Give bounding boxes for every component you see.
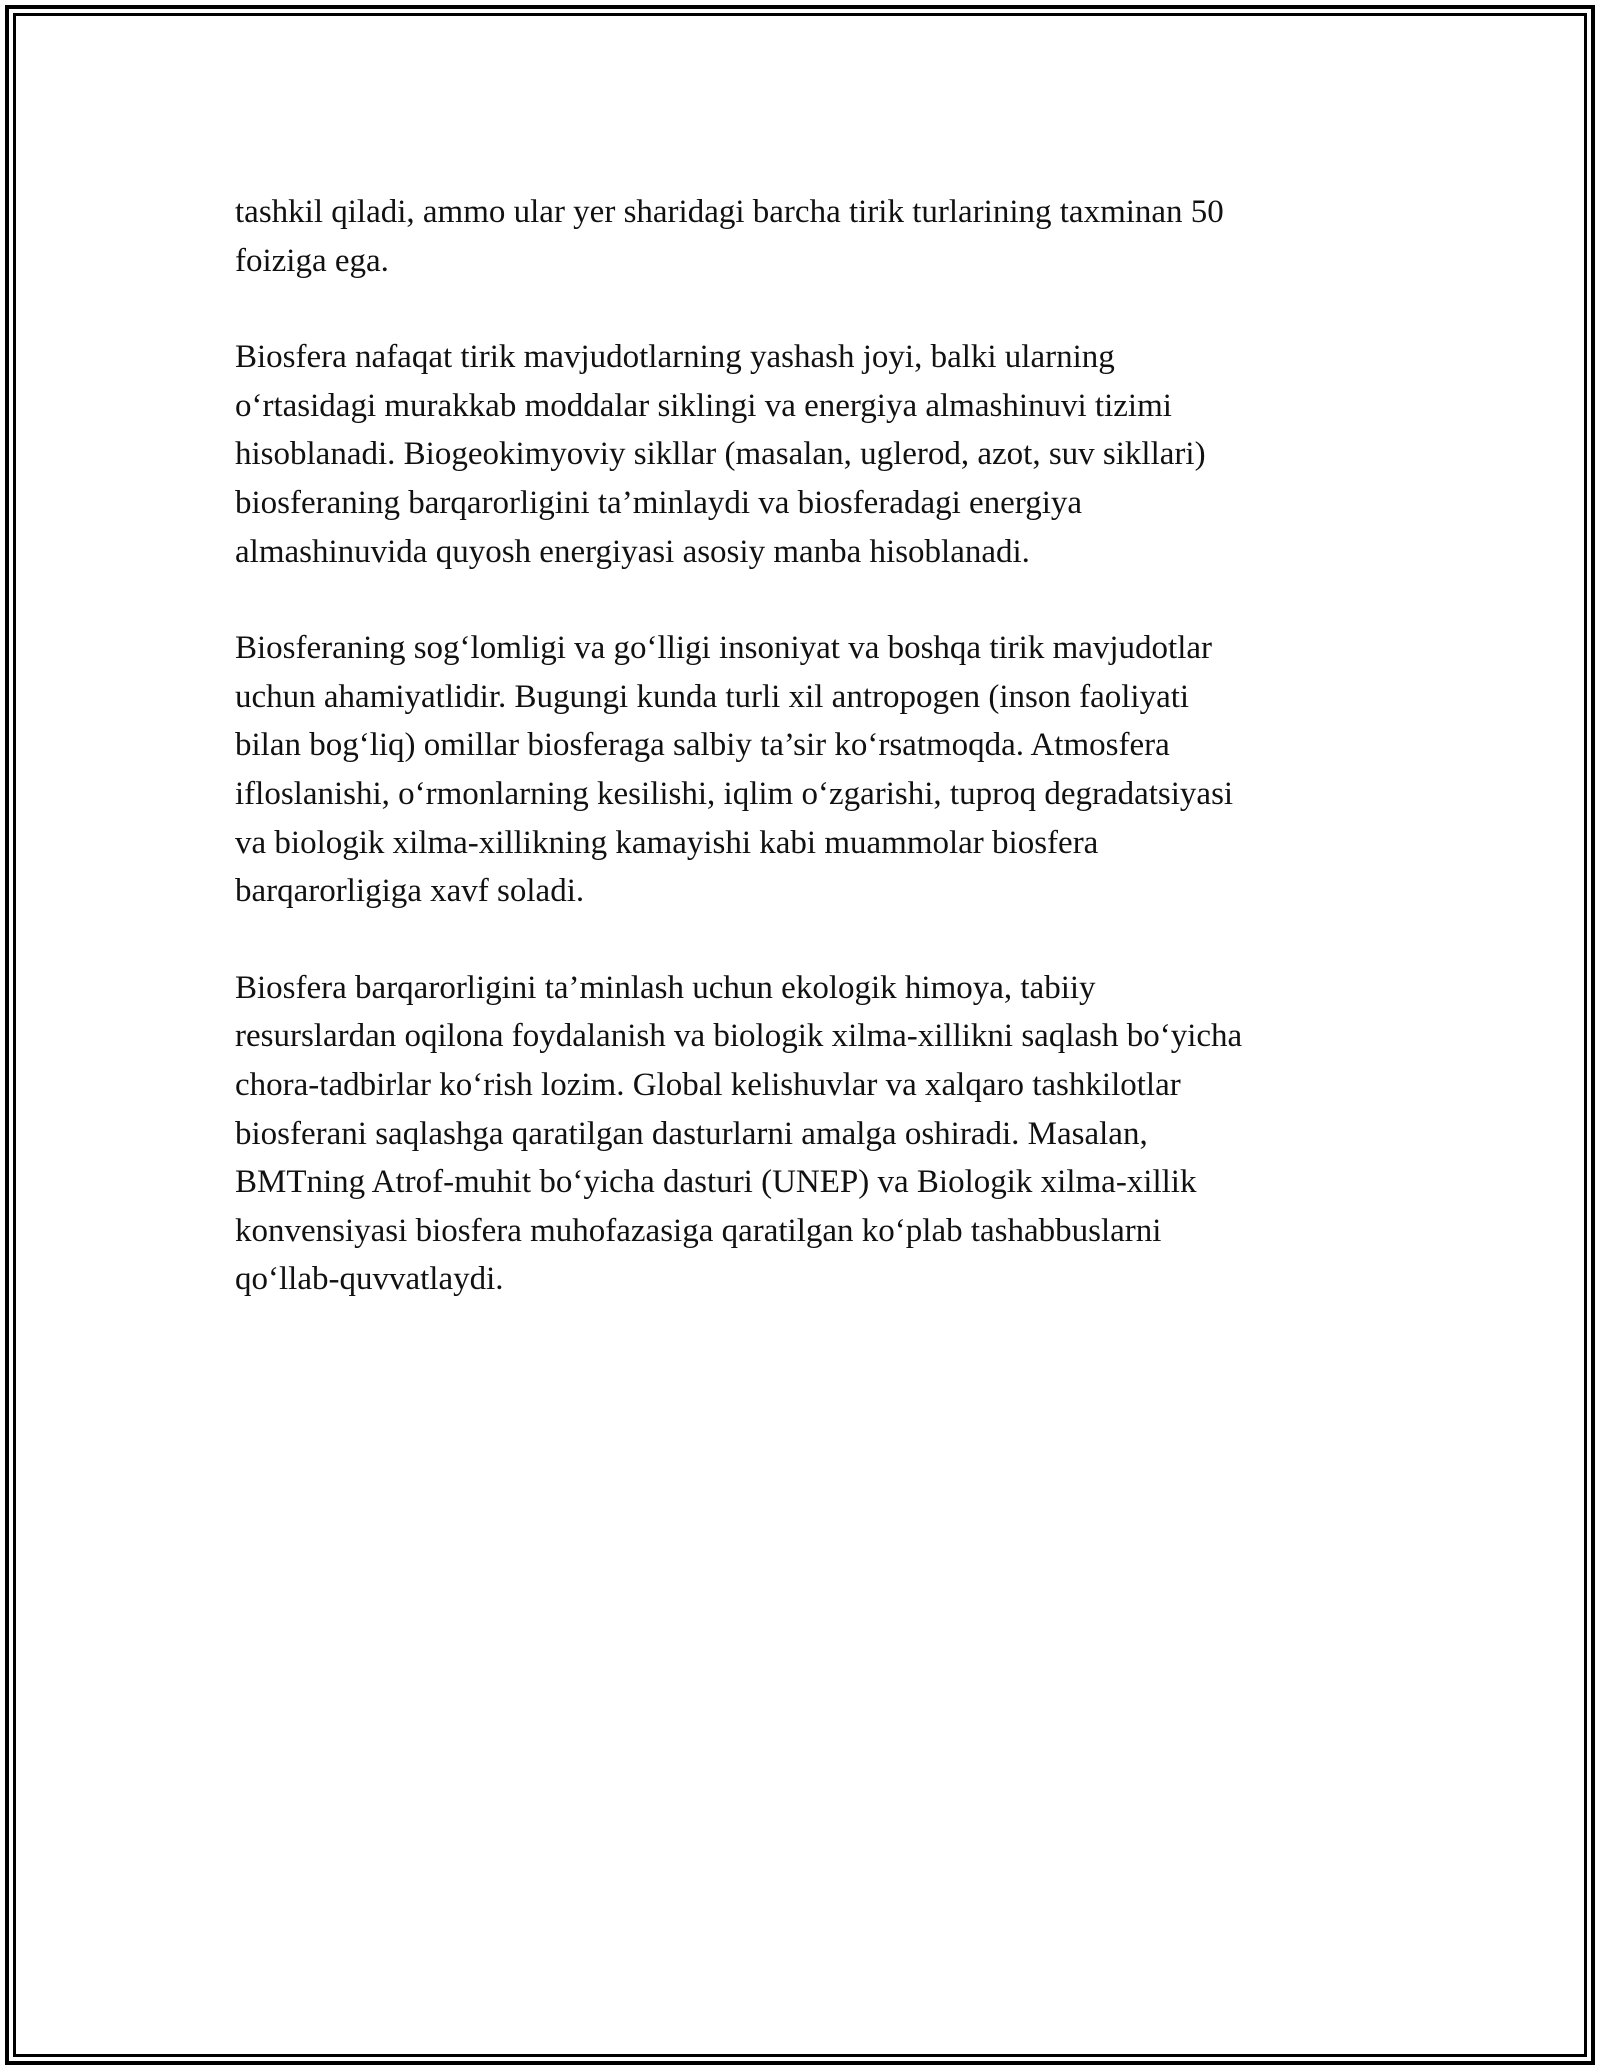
paragraph-2: Biosfera nafaqat tirik mavjudotlarning yashash joyi, balki ularning o‘rtasidagi murakkab moddalar siklingi va energiya almashinuvi tizimi hisoblanadi. Biogeokimyoviy sikllar (masalan, uglerod, azot, suv sikllari) biosferaning barqarorligini ta’minlaydi va biosferadagi energiya almashinuvida quyosh energiyasi asosiy manba hisoblanadi.	[235, 339, 1206, 570]
paragraph-4: Biosfera barqarorligini ta’minlash uchun ekologik himoya, tabiiy resurslardan oqilona foydalanish va biologik xilma-xillikni saqlash bo‘yicha chora-tadbirlar ko‘rish lozim. Global kelishuvlar va xalqaro tashkilotlar biosferani saqlashga qaratilgan dasturlarni amalga oshiradi. Masalan, BMTning Atrof-muhit bo‘yicha dasturi (UNEP) va Biologik xilma-xillik konvensiyasi biosfera muhofazasiga qaratilgan ko‘plab tashabbuslarni qo‘llab-quvvatlaydi.	[235, 969, 1243, 1298]
paragraph-1: tashkil qiladi, ammo ular yer sharidagi barcha tirik turlarining taxminan 50 foiziga ega.	[235, 194, 1224, 279]
document-body	[235, 188, 1365, 1352]
paragraph-3: Biosferaning sog‘lomligi va go‘lligi insoniyat va boshqa tirik mavjudotlar uchun ahamiyatlidir. Bugungi kunda turli xil antropogen (inson faoliyati bilan bog‘liq) omillar biosferaga salbiy ta’sir ko‘rsatmoqda. Atmosfera ifloslanishi, o‘rmonlarning kesilishi, iqlim o‘zgarishi, tuproq degradatsiyasi va biologik xilma-xillikning kamayishi kabi muammolar biosfera barqarorligiga xavf soladi.	[235, 630, 1234, 910]
